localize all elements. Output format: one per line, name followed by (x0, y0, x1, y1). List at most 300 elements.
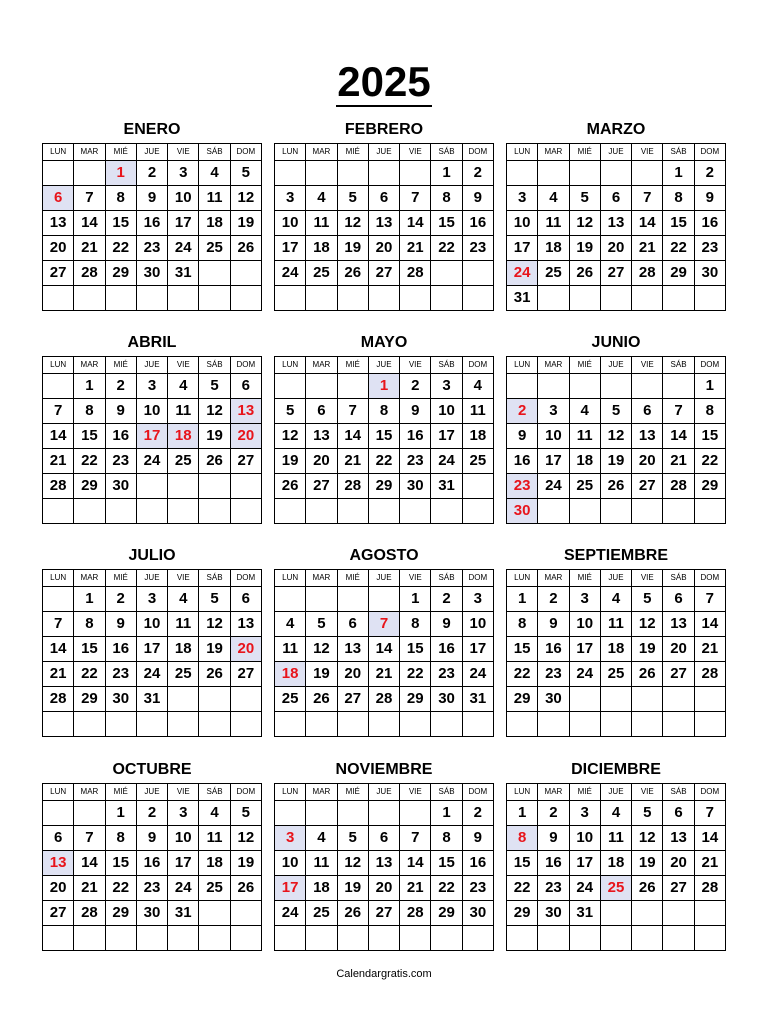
day-cell: 2 (105, 374, 136, 399)
weekday-header: LUN (43, 784, 74, 801)
empty-day-cell (600, 499, 631, 524)
week-row (43, 374, 262, 399)
weekday-header-row (43, 784, 262, 801)
empty-day-cell (663, 712, 694, 737)
day-cell: 10 (168, 186, 199, 211)
day-cell: 17 (168, 851, 199, 876)
weekday-header: JUE (136, 784, 167, 801)
weekday-header: MAR (538, 784, 569, 801)
day-cell: 14 (632, 211, 663, 236)
day-cell: 21 (74, 236, 105, 261)
empty-day-cell (368, 926, 399, 951)
month-diciembre (506, 757, 726, 951)
empty-day-cell (600, 901, 631, 926)
empty-day-cell (43, 587, 74, 612)
empty-day-cell (431, 499, 462, 524)
weekday-header-row (43, 144, 262, 161)
day-cell: 16 (105, 637, 136, 662)
weekday-header: LUN (507, 144, 538, 161)
empty-day-cell (400, 712, 431, 737)
day-cell: 1 (400, 587, 431, 612)
month-noviembre (274, 757, 494, 951)
day-cell: 20 (43, 876, 74, 901)
empty-day-cell (431, 926, 462, 951)
day-cell: 8 (507, 612, 538, 637)
day-cell: 27 (43, 261, 74, 286)
day-cell: 18 (306, 236, 337, 261)
day-cell: 13 (632, 424, 663, 449)
day-cell: 28 (694, 662, 725, 687)
day-cell: 27 (230, 662, 261, 687)
day-cell: 21 (43, 662, 74, 687)
day-cell: 25 (275, 687, 306, 712)
day-cell: 17 (538, 449, 569, 474)
empty-day-cell (199, 286, 230, 311)
day-cell: 6 (368, 826, 399, 851)
week-row (43, 851, 262, 876)
day-cell: 10 (136, 612, 167, 637)
day-cell: 30 (136, 261, 167, 286)
empty-day-cell (538, 712, 569, 737)
day-cell: 1 (74, 587, 105, 612)
holiday-day-cell: 2 (507, 399, 538, 424)
day-cell: 23 (105, 449, 136, 474)
day-cell: 10 (275, 851, 306, 876)
day-cell: 31 (507, 286, 538, 311)
week-row (507, 186, 726, 211)
empty-day-cell (632, 687, 663, 712)
day-cell: 4 (569, 399, 600, 424)
month-octubre (42, 757, 262, 951)
weekday-header: SÁB (199, 357, 230, 374)
empty-day-cell (306, 161, 337, 186)
weekday-header: JUE (136, 357, 167, 374)
day-cell: 9 (400, 399, 431, 424)
day-cell: 26 (306, 687, 337, 712)
week-row (43, 826, 262, 851)
empty-day-cell (275, 374, 306, 399)
month-julio (42, 543, 262, 737)
day-cell: 14 (663, 424, 694, 449)
week-row (507, 876, 726, 901)
day-cell: 30 (694, 261, 725, 286)
month-title: OCTUBRE (112, 761, 192, 778)
weekday-header: MIÉ (569, 357, 600, 374)
week-row (275, 851, 494, 876)
day-cell: 6 (306, 399, 337, 424)
month-title: AGOSTO (349, 547, 419, 564)
day-cell: 2 (400, 374, 431, 399)
day-cell: 15 (74, 424, 105, 449)
empty-day-cell (136, 286, 167, 311)
day-cell: 9 (136, 826, 167, 851)
year-title (0, 58, 768, 106)
holiday-day-cell: 24 (507, 261, 538, 286)
week-row (275, 424, 494, 449)
day-cell: 23 (694, 236, 725, 261)
empty-day-cell (230, 261, 261, 286)
day-cell: 18 (462, 424, 493, 449)
empty-day-cell (199, 926, 230, 951)
empty-day-cell (368, 801, 399, 826)
day-cell: 2 (136, 161, 167, 186)
day-cell: 17 (136, 637, 167, 662)
weekday-header: SÁB (431, 357, 462, 374)
day-cell: 26 (569, 261, 600, 286)
day-cell: 1 (663, 161, 694, 186)
day-cell: 13 (230, 612, 261, 637)
day-cell: 6 (230, 587, 261, 612)
month-calendar-table (42, 143, 262, 311)
empty-day-cell (168, 926, 199, 951)
empty-day-cell (569, 161, 600, 186)
day-cell: 22 (74, 449, 105, 474)
empty-day-cell (431, 712, 462, 737)
week-row (507, 399, 726, 424)
empty-day-cell (462, 499, 493, 524)
day-cell: 11 (600, 826, 631, 851)
day-cell: 24 (168, 236, 199, 261)
day-cell: 26 (632, 876, 663, 901)
day-cell: 24 (431, 449, 462, 474)
month-abril (42, 330, 262, 524)
empty-day-cell (337, 286, 368, 311)
day-cell: 29 (74, 474, 105, 499)
day-cell: 15 (507, 637, 538, 662)
day-cell: 9 (105, 612, 136, 637)
day-cell: 4 (538, 186, 569, 211)
weekday-header: JUE (368, 570, 399, 587)
empty-day-cell (600, 926, 631, 951)
day-cell: 24 (569, 876, 600, 901)
day-cell: 25 (306, 901, 337, 926)
empty-day-cell (400, 499, 431, 524)
day-cell: 19 (569, 236, 600, 261)
day-cell: 15 (431, 211, 462, 236)
week-row (43, 211, 262, 236)
weekday-header: SÁB (431, 784, 462, 801)
empty-day-cell (400, 926, 431, 951)
day-cell: 14 (74, 211, 105, 236)
day-cell: 15 (105, 211, 136, 236)
day-cell: 28 (400, 261, 431, 286)
weekday-header: SÁB (663, 784, 694, 801)
day-cell: 8 (105, 826, 136, 851)
day-cell: 5 (569, 186, 600, 211)
empty-day-cell (105, 926, 136, 951)
day-cell: 24 (136, 449, 167, 474)
empty-day-cell (74, 926, 105, 951)
month-title: SEPTIEMBRE (563, 547, 668, 564)
day-cell: 12 (275, 424, 306, 449)
day-cell: 19 (199, 637, 230, 662)
day-cell: 22 (74, 662, 105, 687)
empty-day-cell (43, 499, 74, 524)
empty-day-cell (600, 374, 631, 399)
empty-day-cell (694, 901, 725, 926)
week-row (507, 211, 726, 236)
weekday-header: MIÉ (337, 357, 368, 374)
week-row (507, 826, 726, 851)
holiday-day-cell: 13 (230, 399, 261, 424)
weekday-header: JUE (368, 144, 399, 161)
week-row (275, 801, 494, 826)
weekday-header-row (275, 570, 494, 587)
day-cell: 28 (400, 901, 431, 926)
day-cell: 29 (431, 901, 462, 926)
day-cell: 2 (462, 801, 493, 826)
day-cell: 1 (507, 801, 538, 826)
day-cell: 15 (694, 424, 725, 449)
empty-day-cell (507, 161, 538, 186)
empty-day-cell (538, 374, 569, 399)
week-row (275, 286, 494, 311)
week-row (43, 186, 262, 211)
day-cell: 3 (136, 587, 167, 612)
weekday-header: LUN (275, 144, 306, 161)
empty-day-cell (569, 286, 600, 311)
day-cell: 24 (538, 474, 569, 499)
weekday-header: DOM (230, 144, 261, 161)
month-calendar-table (42, 569, 262, 737)
empty-day-cell (368, 161, 399, 186)
day-cell: 15 (74, 637, 105, 662)
empty-day-cell (368, 712, 399, 737)
day-cell: 31 (431, 474, 462, 499)
day-cell: 20 (368, 236, 399, 261)
empty-day-cell (462, 286, 493, 311)
day-cell: 3 (538, 399, 569, 424)
week-row (507, 612, 726, 637)
day-cell: 26 (230, 236, 261, 261)
empty-day-cell (230, 687, 261, 712)
weekday-header-row (43, 570, 262, 587)
day-cell: 3 (569, 801, 600, 826)
weekday-header: VIE (632, 784, 663, 801)
day-cell: 14 (368, 637, 399, 662)
holiday-day-cell: 7 (368, 612, 399, 637)
empty-day-cell (507, 712, 538, 737)
weekday-header: VIE (168, 144, 199, 161)
weekday-header: LUN (507, 784, 538, 801)
day-cell: 21 (663, 449, 694, 474)
empty-day-cell (337, 801, 368, 826)
empty-day-cell (230, 286, 261, 311)
day-cell: 12 (337, 851, 368, 876)
day-cell: 3 (507, 186, 538, 211)
day-cell: 8 (431, 186, 462, 211)
week-row (43, 801, 262, 826)
day-cell: 7 (632, 186, 663, 211)
empty-day-cell (694, 926, 725, 951)
day-cell: 6 (43, 826, 74, 851)
week-row (43, 876, 262, 901)
day-cell: 28 (368, 687, 399, 712)
week-row (507, 801, 726, 826)
weekday-header: SÁB (199, 570, 230, 587)
day-cell: 7 (43, 612, 74, 637)
day-cell: 6 (230, 374, 261, 399)
day-cell: 21 (368, 662, 399, 687)
day-cell: 8 (694, 399, 725, 424)
empty-day-cell (507, 926, 538, 951)
day-cell: 21 (400, 876, 431, 901)
weekday-header: SÁB (431, 570, 462, 587)
weekday-header: MIÉ (569, 570, 600, 587)
empty-day-cell (663, 499, 694, 524)
empty-day-cell (74, 712, 105, 737)
day-cell: 26 (337, 261, 368, 286)
empty-day-cell (43, 712, 74, 737)
day-cell: 16 (400, 424, 431, 449)
empty-day-cell (663, 687, 694, 712)
day-cell: 8 (663, 186, 694, 211)
empty-day-cell (600, 712, 631, 737)
day-cell: 27 (663, 662, 694, 687)
day-cell: 10 (569, 612, 600, 637)
day-cell: 12 (632, 826, 663, 851)
empty-day-cell (400, 801, 431, 826)
month-title: MAYO (360, 334, 408, 351)
empty-day-cell (43, 926, 74, 951)
day-cell: 13 (306, 424, 337, 449)
day-cell: 14 (337, 424, 368, 449)
weekday-header-row (43, 357, 262, 374)
day-cell: 11 (462, 399, 493, 424)
day-cell: 29 (368, 474, 399, 499)
weekday-header: MIÉ (105, 570, 136, 587)
day-cell: 12 (632, 612, 663, 637)
day-cell: 8 (105, 186, 136, 211)
day-cell: 1 (431, 801, 462, 826)
weekday-header: MAR (74, 784, 105, 801)
month-title: DICIEMBRE (571, 761, 661, 778)
day-cell: 31 (168, 261, 199, 286)
holiday-day-cell: 23 (507, 474, 538, 499)
day-cell: 2 (538, 801, 569, 826)
empty-day-cell (74, 161, 105, 186)
holiday-day-cell: 8 (507, 826, 538, 851)
week-row (275, 261, 494, 286)
month-agosto (274, 543, 494, 737)
day-cell: 7 (43, 399, 74, 424)
empty-day-cell (74, 286, 105, 311)
month-septiembre (506, 543, 726, 737)
week-row (43, 687, 262, 712)
empty-day-cell (632, 926, 663, 951)
week-row (43, 399, 262, 424)
day-cell: 15 (663, 211, 694, 236)
day-cell: 8 (74, 399, 105, 424)
weekday-header: VIE (400, 784, 431, 801)
day-cell: 21 (632, 236, 663, 261)
week-row (507, 449, 726, 474)
day-cell: 26 (230, 876, 261, 901)
day-cell: 31 (168, 901, 199, 926)
empty-day-cell (275, 587, 306, 612)
day-cell: 7 (694, 587, 725, 612)
day-cell: 22 (507, 662, 538, 687)
week-row (275, 474, 494, 499)
week-row (43, 424, 262, 449)
day-cell: 14 (400, 211, 431, 236)
day-cell: 18 (199, 211, 230, 236)
weekday-header: VIE (632, 357, 663, 374)
day-cell: 6 (663, 587, 694, 612)
day-cell: 20 (337, 662, 368, 687)
day-cell: 22 (105, 876, 136, 901)
empty-day-cell (199, 474, 230, 499)
weekday-header: LUN (275, 570, 306, 587)
day-cell: 11 (569, 424, 600, 449)
empty-day-cell (105, 712, 136, 737)
day-cell: 13 (368, 851, 399, 876)
weekday-header: SÁB (663, 144, 694, 161)
empty-day-cell (632, 374, 663, 399)
day-cell: 11 (538, 211, 569, 236)
day-cell: 23 (538, 662, 569, 687)
weekday-header: MAR (538, 144, 569, 161)
week-row (43, 926, 262, 951)
weekday-header-row (507, 570, 726, 587)
day-cell: 22 (663, 236, 694, 261)
day-cell: 19 (275, 449, 306, 474)
day-cell: 22 (694, 449, 725, 474)
day-cell: 28 (74, 901, 105, 926)
empty-day-cell (431, 261, 462, 286)
day-cell: 16 (507, 449, 538, 474)
holiday-day-cell: 3 (275, 826, 306, 851)
day-cell: 30 (462, 901, 493, 926)
day-cell: 8 (74, 612, 105, 637)
day-cell: 3 (275, 186, 306, 211)
empty-day-cell (168, 712, 199, 737)
week-row (275, 876, 494, 901)
day-cell: 17 (569, 637, 600, 662)
empty-day-cell (230, 712, 261, 737)
day-cell: 27 (43, 901, 74, 926)
week-row (275, 211, 494, 236)
week-row (507, 587, 726, 612)
day-cell: 16 (462, 211, 493, 236)
week-row (43, 662, 262, 687)
empty-day-cell (43, 286, 74, 311)
week-row (275, 687, 494, 712)
day-cell: 28 (74, 261, 105, 286)
day-cell: 3 (168, 801, 199, 826)
week-row (507, 474, 726, 499)
month-mayo (274, 330, 494, 524)
weekday-header: DOM (694, 144, 725, 161)
empty-day-cell (105, 286, 136, 311)
day-cell: 23 (136, 876, 167, 901)
day-cell: 13 (368, 211, 399, 236)
day-cell: 4 (462, 374, 493, 399)
empty-day-cell (632, 901, 663, 926)
holiday-day-cell: 18 (275, 662, 306, 687)
empty-day-cell (74, 499, 105, 524)
day-cell: 27 (230, 449, 261, 474)
day-cell: 7 (400, 826, 431, 851)
day-cell: 18 (168, 637, 199, 662)
empty-day-cell (538, 499, 569, 524)
empty-day-cell (663, 286, 694, 311)
day-cell: 25 (569, 474, 600, 499)
week-row (43, 712, 262, 737)
day-cell: 2 (136, 801, 167, 826)
weekday-header: LUN (507, 357, 538, 374)
day-cell: 21 (400, 236, 431, 261)
